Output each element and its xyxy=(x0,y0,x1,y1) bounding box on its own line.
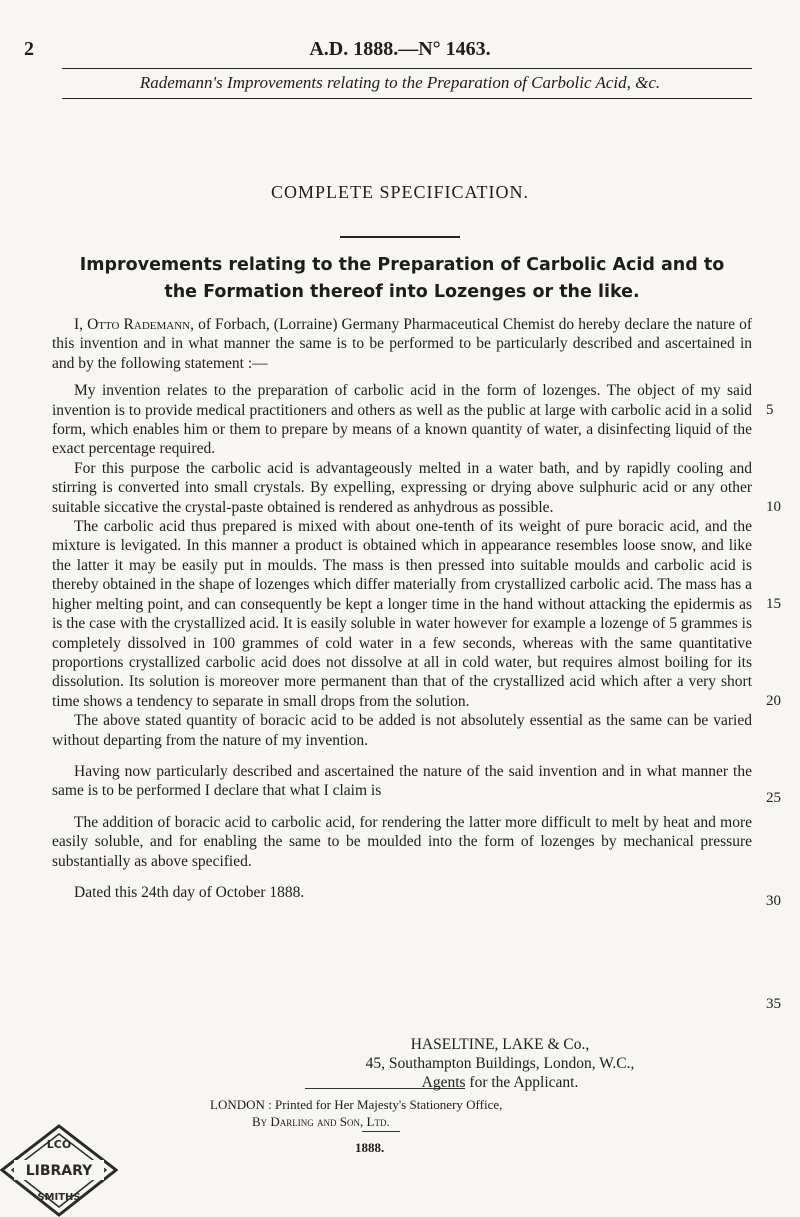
subtitle-rule xyxy=(62,98,752,99)
printer-line-1: LONDON : Printed for Her Majesty's Stationery Office, xyxy=(210,1097,503,1112)
heading-rule xyxy=(340,236,460,238)
stamp-top-text: LCO xyxy=(46,1138,72,1151)
intro-paragraph xyxy=(52,315,752,373)
line-number: 35 xyxy=(766,996,781,1012)
line-number: 10 xyxy=(766,499,781,515)
agent-block xyxy=(230,1035,770,1092)
claim: The addition of boracic acid to carbolic acid, for rendering the latter more difficult to melt by heat and more easily soluble, and for enabling the same to be moulded into the form of lozenges by mechanical pressure substantially as above specified. xyxy=(52,813,752,870)
running-title: A.D. 1888.—N° 1463. xyxy=(309,38,491,60)
agent-address: 45, Southampton Buildings, London, W.C., xyxy=(365,1055,635,1072)
printer-line-2: By Darling and Son, Ltd. xyxy=(252,1114,390,1129)
dated-line: Dated this 24th day of October 1888. xyxy=(74,883,305,901)
printer-imprint xyxy=(210,1096,690,1130)
inventor-name: Otto Rademann xyxy=(87,316,191,333)
intro-pre: I, xyxy=(74,316,88,333)
paragraph-quantity: The above stated quantity of boracic acid to be added is not absolutely essential as the same can be varied without departing from the nature of my invention. xyxy=(52,712,752,749)
invention-title xyxy=(52,252,752,306)
specification-heading: COMPLETE SPECIFICATION. xyxy=(270,182,530,202)
stamp-library-text: LIBRARY xyxy=(25,1163,93,1179)
year-rule xyxy=(362,1131,400,1132)
line-number: 15 xyxy=(766,596,781,612)
line-number: 5 xyxy=(766,402,774,418)
intro-post: , of Forbach, (Lorraine) Germany Pharmaceutical Chemist do hereby declare the nature of this invention and in what manner the same is to be performed to be particularly described and ascertained in and by the following statement :— xyxy=(52,316,752,372)
page-number: 2 xyxy=(24,38,34,60)
stamp-bottom-text: SMITHS xyxy=(37,1192,81,1203)
printer-rule xyxy=(305,1088,465,1089)
line-number: 30 xyxy=(766,893,781,909)
title-line-2: the Formation thereof into Lozenges or the like. xyxy=(164,282,640,302)
paragraph-object: My invention relates to the preparation of carbolic acid in the form of lozenges. The object of my said invention is to provide medical practitioners and others as well as the public at large with carbolic acid in a solid form, which enables him or them to prepare by means of a known quantity of water, a disinfecting liquid of the exact percentage required. xyxy=(52,382,752,458)
claim-intro: Having now particularly described and ascertained the nature of the said invention and in what manner the same is to be performed I declare that what I claim is xyxy=(52,762,752,800)
title-line-1: Improvements relating to the Preparation of Carbolic Acid and to xyxy=(79,255,725,275)
library-stamp-icon xyxy=(0,1124,118,1217)
print-year: 1888. xyxy=(355,1140,385,1155)
specification-body xyxy=(52,315,752,902)
header-rule xyxy=(62,68,752,69)
line-number: 25 xyxy=(766,790,781,806)
paragraph-process: For this purpose the carbolic acid is advantageously melted in a water bath, and by rapidly cooling and stirring is converted into small crystals. By expelling, expressing or drying above sulphuric acid or any other suitable siccative the crystal-paste obtained is rendered as anhydrous as possible. xyxy=(52,459,752,516)
line-number: 20 xyxy=(766,693,781,709)
paragraph-mixture: The carbolic acid thus prepared is mixed with about one-tenth of its weight of pure boracic acid, and the mixture is levigated. In this manner a product is obtained which in appearance resembles loose snow, and like the latter it may be easily put in moulds. The mass is then pressed into suitable moulds and carbolic acid is thereby obtained in the shape of lozenges which differ materially from crystallized carbolic acid. The mass has a higher melting point, and can consequently be kept a longer time in the hand without attacking the epidermis as is the case with the crystallized acid. It is easily soluble in water however for example a lozenge of 5 grammes is completely dissolved in 100 grammes of cold water in a few seconds, whereas with the same quantitative proportions crystallized carbolic acid does not dissolve at all in cold water, but requires almost boiling for its dissolution. Its solution is moreover more permanent than that of the crystallized acid which after a very short time shows a tendency to separate in small drops from the solution. xyxy=(52,518,752,710)
agent-name: HASELTINE, LAKE & Co., xyxy=(410,1036,590,1053)
agent-role: Agents for the Applicant. xyxy=(421,1074,579,1091)
running-subtitle: Rademann's Improvements relating to the Preparation of Carbolic Acid, &c. xyxy=(139,73,661,92)
